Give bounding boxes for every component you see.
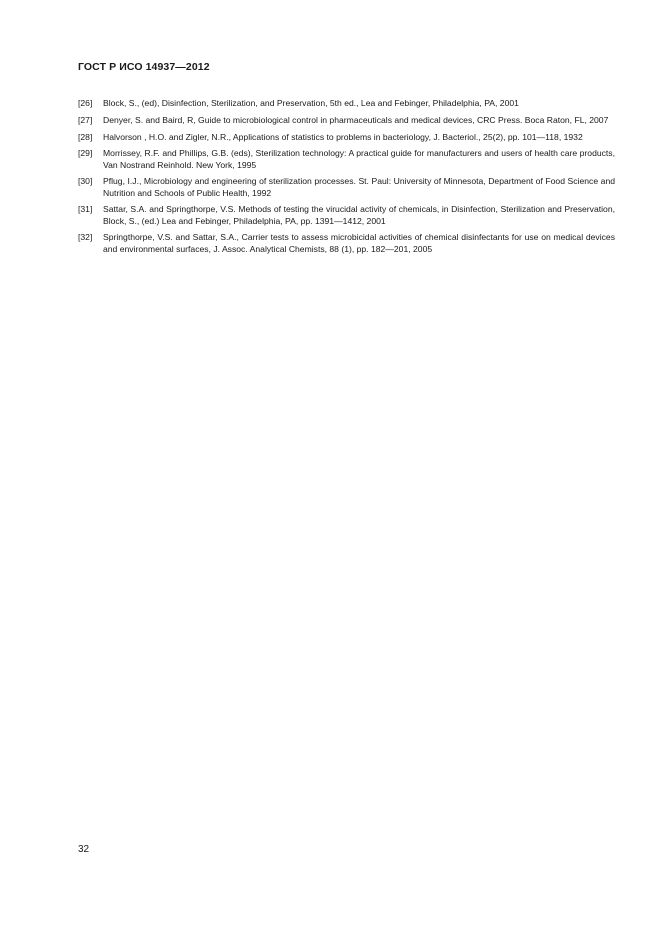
reference-text: Denyer, S. and Baird, R, Guide to microbiological control in pharmaceuticals and medical devices, CRC Press. Boca Raton, FL, 2007 xyxy=(103,114,609,125)
reference-item xyxy=(78,204,615,226)
reference-item xyxy=(78,232,615,254)
reference-text: Block, S., (ed), Disinfection, Sterilization, and Preservation, 5th ed., Lea and Febinger, Philadelphia, PA, 2001 xyxy=(103,98,519,108)
reference-text: Morrissey, R.F. and Phillips, G.B. (eds), Sterilization technology: A practical guide for manufacturers and users of health care products, Van Nostrand Reinhold. New York, 1995 xyxy=(103,148,615,170)
bibliography-list xyxy=(78,98,615,260)
reference-text: Halvorson , H.O. and Zigler, N.R., Applications of statistics to problems in bacteriology, J. Bacteriol., 25(2), pp. 101—118, 1932 xyxy=(103,131,583,142)
page-number: 32 xyxy=(78,844,90,855)
reference-number: [27] xyxy=(78,114,93,125)
reference-text: Pflug, I.J., Microbiology and engineering of sterilization processes. St. Paul: University of Minnesota, Department of Food Science and Nutrition and Schools of Public Health, 1992 xyxy=(103,176,615,198)
reference-item xyxy=(78,132,615,143)
reference-number: [32] xyxy=(78,232,93,243)
reference-number: [30] xyxy=(78,176,93,187)
reference-text: Sattar, S.A. and Springthorpe, V.S. Methods of testing the virucidal activity of chemicals, in Disinfection, Sterilization and Preservation, Block, S., (ed.) Lea and Febinger, Philadelphia, PA, pp. 1391—1412, 2001 xyxy=(103,204,615,226)
reference-number: [26] xyxy=(78,98,93,108)
standard-header: ГОСТ Р ИСО 14937—2012 xyxy=(78,61,210,73)
reference-number: [31] xyxy=(78,204,93,215)
reference-number: [28] xyxy=(78,131,93,142)
reference-text: Springthorpe, V.S. and Sattar, S.A., Carrier tests to assess microbicidal activities of chemical disinfectants for use on medical devices and environmental surfaces, J. Assoc. Analytical Chemists, 88 (1), pp. 182—201, 2005 xyxy=(103,232,615,254)
reference-item xyxy=(78,115,615,126)
reference-item xyxy=(78,148,615,170)
reference-item xyxy=(78,176,615,198)
reference-number: [29] xyxy=(78,148,93,159)
reference-item xyxy=(78,98,615,109)
